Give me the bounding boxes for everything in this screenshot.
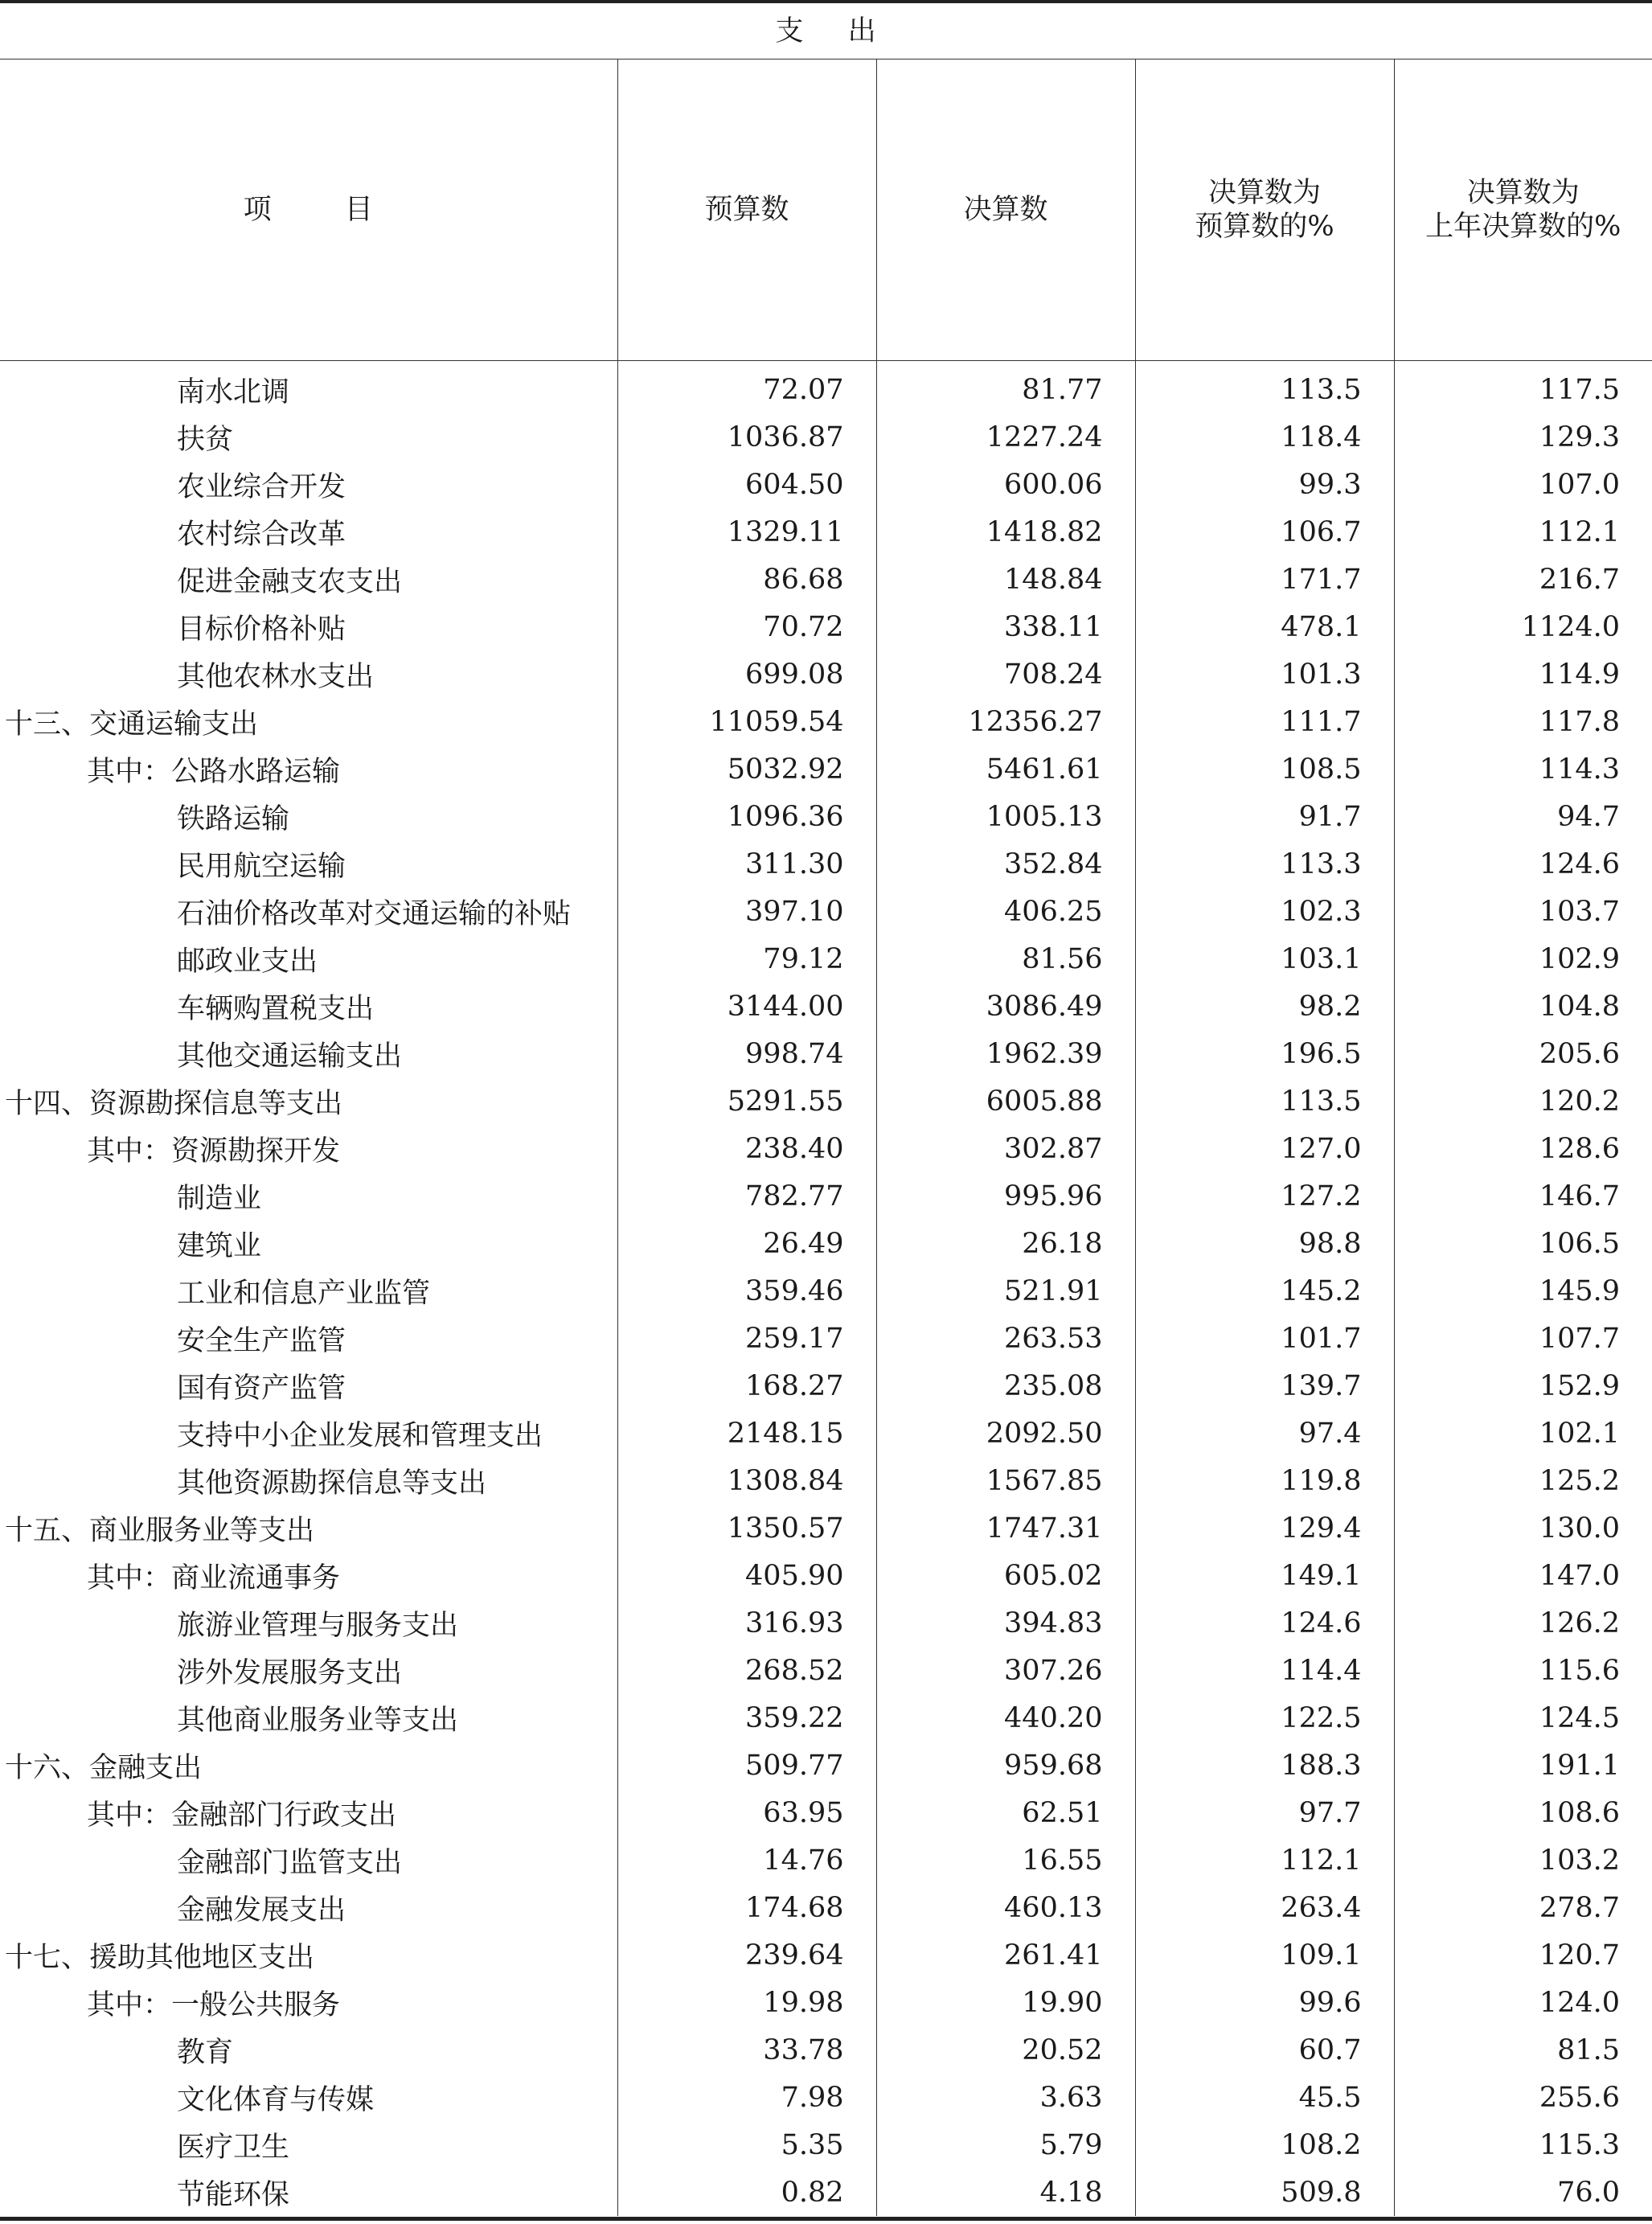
final-cell: 995.96 — [876, 1172, 1135, 1220]
row-label: 国有资产监管 — [177, 1372, 346, 1405]
row-label: 其中：商业流通事务 — [87, 1561, 341, 1594]
budget-cell: 1329.11 — [617, 508, 876, 556]
pct-prev-cell: 120.7 — [1394, 1931, 1652, 1979]
row-label: 其中：一般公共服务 — [87, 1988, 341, 2021]
budget-cell: 33.78 — [617, 2026, 876, 2074]
pct-budget-cell: 101.7 — [1135, 1315, 1394, 1362]
pct-prev-cell: 104.8 — [1394, 983, 1652, 1030]
pct-prev-cell: 152.9 — [1394, 1362, 1652, 1409]
pct-prev-cell: 216.7 — [1394, 556, 1652, 603]
final-cell: 338.11 — [876, 603, 1135, 650]
pct-budget-cell: 139.7 — [1135, 1362, 1394, 1409]
budget-cell: 509.77 — [617, 1742, 876, 1789]
pct-budget-cell: 171.7 — [1135, 556, 1394, 603]
table-row — [0, 461, 1652, 508]
table-row — [0, 1315, 1652, 1362]
row-label: 旅游业管理与服务支出 — [177, 1609, 459, 1642]
pct-prev-cell: 130.0 — [1394, 1504, 1652, 1552]
final-cell: 3086.49 — [876, 983, 1135, 1030]
table-row — [0, 1409, 1652, 1457]
budget-cell: 26.49 — [617, 1220, 876, 1267]
budget-cell: 316.93 — [617, 1599, 876, 1647]
final-cell: 1227.24 — [876, 413, 1135, 461]
pct-budget-cell: 101.3 — [1135, 650, 1394, 698]
pct-prev-cell: 114.3 — [1394, 745, 1652, 793]
row-label: 其中：公路水路运输 — [87, 755, 341, 788]
pct-budget-cell: 98.2 — [1135, 983, 1394, 1030]
pct-prev-cell: 117.8 — [1394, 698, 1652, 745]
final-cell: 406.25 — [876, 888, 1135, 935]
final-cell: 3.63 — [876, 2074, 1135, 2121]
row-label: 目标价格补贴 — [177, 613, 346, 646]
final-cell: 2092.50 — [876, 1409, 1135, 1457]
pct-budget-cell: 145.2 — [1135, 1267, 1394, 1315]
pct-prev-cell: 147.0 — [1394, 1552, 1652, 1599]
final-cell: 440.20 — [876, 1694, 1135, 1742]
pct-budget-cell: 196.5 — [1135, 1030, 1394, 1077]
row-label: 铁路运输 — [177, 802, 290, 835]
table-row — [0, 1742, 1652, 1789]
table-body — [0, 361, 1652, 2217]
table-row — [0, 840, 1652, 888]
pct-budget-cell: 124.6 — [1135, 1599, 1394, 1647]
pct-prev-cell: 108.6 — [1394, 1789, 1652, 1836]
pct-budget-cell: 109.1 — [1135, 1931, 1394, 1979]
pct-budget-cell: 91.7 — [1135, 793, 1394, 840]
table-row — [0, 1884, 1652, 1931]
pct-prev-cell: 1124.0 — [1394, 603, 1652, 650]
table-row — [0, 2026, 1652, 2074]
pct-prev-cell: 129.3 — [1394, 413, 1652, 461]
budget-cell: 259.17 — [617, 1315, 876, 1362]
final-cell: 1567.85 — [876, 1457, 1135, 1504]
final-cell: 600.06 — [876, 461, 1135, 508]
pct-prev-cell: 124.5 — [1394, 1694, 1652, 1742]
table-row — [0, 1647, 1652, 1694]
header-row — [0, 59, 1652, 361]
table-row — [0, 556, 1652, 603]
table-row — [0, 1552, 1652, 1599]
table-row — [0, 983, 1652, 1030]
table-row — [0, 650, 1652, 698]
pct-prev-cell: 115.6 — [1394, 1647, 1652, 1694]
pct-budget-cell: 263.4 — [1135, 1884, 1394, 1931]
row-label: 金融发展支出 — [177, 1894, 346, 1927]
table-row — [0, 2121, 1652, 2169]
table-row — [0, 1931, 1652, 1979]
pct-budget-cell: 188.3 — [1135, 1742, 1394, 1789]
pct-prev-cell: 115.3 — [1394, 2121, 1652, 2169]
row-label: 其他商业服务业等支出 — [177, 1704, 459, 1737]
budget-cell: 70.72 — [617, 603, 876, 650]
pct-prev-cell: 103.2 — [1394, 1836, 1652, 1884]
budget-cell: 238.40 — [617, 1125, 876, 1172]
final-cell: 26.18 — [876, 1220, 1135, 1267]
pct-budget-cell: 111.7 — [1135, 698, 1394, 745]
pct-prev-cell: 124.0 — [1394, 1979, 1652, 2026]
pct-prev-cell: 81.5 — [1394, 2026, 1652, 2074]
table-row — [0, 508, 1652, 556]
row-label: 医疗卫生 — [177, 2131, 290, 2164]
budget-cell: 11059.54 — [617, 698, 876, 745]
pct-budget-cell: 113.3 — [1135, 840, 1394, 888]
budget-cell: 63.95 — [617, 1789, 876, 1836]
final-cell: 235.08 — [876, 1362, 1135, 1409]
final-cell: 1005.13 — [876, 793, 1135, 840]
pct-prev-cell: 102.9 — [1394, 935, 1652, 983]
row-label: 安全生产监管 — [177, 1324, 346, 1357]
pct-budget-cell: 114.4 — [1135, 1647, 1394, 1694]
budget-cell: 405.90 — [617, 1552, 876, 1599]
pct-budget-cell: 129.4 — [1135, 1504, 1394, 1552]
table-row — [0, 1504, 1652, 1552]
row-label: 十四、资源勘探信息等支出 — [5, 1087, 343, 1120]
final-cell: 261.41 — [876, 1931, 1135, 1979]
row-label: 其他资源勘探信息等支出 — [177, 1467, 487, 1500]
row-label: 十五、商业服务业等支出 — [5, 1514, 315, 1547]
row-label: 文化体育与传媒 — [177, 2083, 375, 2116]
budget-cell: 7.98 — [617, 2074, 876, 2121]
table-row — [0, 361, 1652, 414]
final-cell: 521.91 — [876, 1267, 1135, 1315]
final-cell: 1747.31 — [876, 1504, 1135, 1552]
header-pct-budget: 决算数为 预算数的% — [1135, 59, 1394, 361]
table-row — [0, 1979, 1652, 2026]
table-row — [0, 1030, 1652, 1077]
table-row — [0, 603, 1652, 650]
pct-prev-cell: 107.0 — [1394, 461, 1652, 508]
row-label: 扶贫 — [177, 423, 234, 456]
budget-cell: 359.46 — [617, 1267, 876, 1315]
table-row — [0, 698, 1652, 745]
table-row — [0, 1836, 1652, 1884]
pct-budget-cell: 103.1 — [1135, 935, 1394, 983]
bottom-rule — [0, 2217, 1652, 2221]
table-row — [0, 1267, 1652, 1315]
final-cell: 81.77 — [876, 361, 1135, 414]
pct-prev-cell: 146.7 — [1394, 1172, 1652, 1220]
table-row — [0, 793, 1652, 840]
budget-cell: 5291.55 — [617, 1077, 876, 1125]
table-row — [0, 2169, 1652, 2216]
pct-budget-cell: 97.4 — [1135, 1409, 1394, 1457]
row-label: 促进金融支农支出 — [177, 565, 403, 598]
row-label: 其他交通运输支出 — [177, 1040, 403, 1073]
row-label: 十七、援助其他地区支出 — [5, 1941, 315, 1974]
final-cell: 352.84 — [876, 840, 1135, 888]
table-row — [0, 935, 1652, 983]
pct-budget-cell: 118.4 — [1135, 413, 1394, 461]
pct-prev-cell: 107.7 — [1394, 1315, 1652, 1362]
pct-budget-cell: 97.7 — [1135, 1789, 1394, 1836]
pct-budget-cell: 102.3 — [1135, 888, 1394, 935]
final-cell: 1962.39 — [876, 1030, 1135, 1077]
pct-prev-cell: 125.2 — [1394, 1457, 1652, 1504]
budget-cell: 72.07 — [617, 361, 876, 414]
row-label: 农业综合开发 — [177, 470, 346, 503]
final-cell: 263.53 — [876, 1315, 1135, 1362]
pct-prev-cell: 102.1 — [1394, 1409, 1652, 1457]
row-label: 制造业 — [177, 1182, 262, 1215]
budget-cell: 311.30 — [617, 840, 876, 888]
pct-prev-cell: 103.7 — [1394, 888, 1652, 935]
final-cell: 708.24 — [876, 650, 1135, 698]
pct-prev-cell: 124.6 — [1394, 840, 1652, 888]
table-row — [0, 1220, 1652, 1267]
row-label: 南水北调 — [177, 375, 290, 408]
pct-budget-cell: 122.5 — [1135, 1694, 1394, 1742]
header-budget: 预算数 — [617, 59, 876, 361]
final-cell: 460.13 — [876, 1884, 1135, 1931]
pct-prev-cell: 145.9 — [1394, 1267, 1652, 1315]
pct-prev-cell: 117.5 — [1394, 361, 1652, 414]
row-label: 其他农林水支出 — [177, 660, 375, 693]
final-cell: 302.87 — [876, 1125, 1135, 1172]
final-cell: 6005.88 — [876, 1077, 1135, 1125]
row-label: 工业和信息产业监管 — [177, 1277, 431, 1310]
budget-cell: 5032.92 — [617, 745, 876, 793]
budget-cell: 0.82 — [617, 2169, 876, 2216]
row-label: 十三、交通运输支出 — [5, 708, 259, 741]
final-cell: 81.56 — [876, 935, 1135, 983]
row-label: 建筑业 — [177, 1229, 262, 1262]
final-cell: 20.52 — [876, 2026, 1135, 2074]
budget-cell: 19.98 — [617, 1979, 876, 2026]
table-row — [0, 1362, 1652, 1409]
budget-cell: 174.68 — [617, 1884, 876, 1931]
final-cell: 12356.27 — [876, 698, 1135, 745]
table-row — [0, 1172, 1652, 1220]
budget-cell: 86.68 — [617, 556, 876, 603]
pct-prev-cell: 191.1 — [1394, 1742, 1652, 1789]
pct-budget-cell: 149.1 — [1135, 1552, 1394, 1599]
final-cell: 5461.61 — [876, 745, 1135, 793]
pct-prev-cell: 112.1 — [1394, 508, 1652, 556]
pct-budget-cell: 112.1 — [1135, 1836, 1394, 1884]
pct-budget-cell: 127.0 — [1135, 1125, 1394, 1172]
table-row — [0, 1694, 1652, 1742]
final-cell: 1418.82 — [876, 508, 1135, 556]
table-row — [0, 1457, 1652, 1504]
row-label: 农村综合改革 — [177, 518, 346, 551]
table-row — [0, 2074, 1652, 2121]
budget-cell: 79.12 — [617, 935, 876, 983]
table-row — [0, 1789, 1652, 1836]
row-label: 涉外发展服务支出 — [177, 1656, 403, 1689]
final-cell: 148.84 — [876, 556, 1135, 603]
pct-budget-cell: 99.3 — [1135, 461, 1394, 508]
banner-title: 支 出 — [0, 3, 1652, 59]
pct-budget-cell: 108.5 — [1135, 745, 1394, 793]
header-item: 项 目 — [0, 59, 617, 361]
pct-budget-cell: 127.2 — [1135, 1172, 1394, 1220]
pct-budget-cell: 108.2 — [1135, 2121, 1394, 2169]
row-label: 邮政业支出 — [177, 945, 318, 978]
budget-cell: 1308.84 — [617, 1457, 876, 1504]
pct-budget-cell: 478.1 — [1135, 603, 1394, 650]
pct-prev-cell: 278.7 — [1394, 1884, 1652, 1931]
final-cell: 5.79 — [876, 2121, 1135, 2169]
row-label: 石油价格改革对交通运输的补贴 — [177, 897, 572, 930]
pct-budget-cell: 113.5 — [1135, 361, 1394, 414]
pct-prev-cell: 120.2 — [1394, 1077, 1652, 1125]
pct-budget-cell: 60.7 — [1135, 2026, 1394, 2074]
budget-cell: 3144.00 — [617, 983, 876, 1030]
row-label: 十六、金融支出 — [5, 1751, 203, 1784]
banner-row — [0, 3, 1652, 59]
final-cell: 16.55 — [876, 1836, 1135, 1884]
pct-prev-cell: 205.6 — [1394, 1030, 1652, 1077]
row-label: 车辆购置税支出 — [177, 992, 375, 1025]
budget-cell: 782.77 — [617, 1172, 876, 1220]
budget-cell: 1036.87 — [617, 413, 876, 461]
row-label: 节能环保 — [177, 2178, 290, 2211]
budget-cell: 1096.36 — [617, 793, 876, 840]
budget-cell: 359.22 — [617, 1694, 876, 1742]
table-row — [0, 745, 1652, 793]
row-label: 支持中小企业发展和管理支出 — [177, 1419, 543, 1452]
table-row — [0, 413, 1652, 461]
final-cell: 4.18 — [876, 2169, 1135, 2216]
table-row — [0, 1125, 1652, 1172]
pct-budget-cell: 98.8 — [1135, 1220, 1394, 1267]
pct-budget-cell: 119.8 — [1135, 1457, 1394, 1504]
budget-cell: 998.74 — [617, 1030, 876, 1077]
table-row — [0, 1077, 1652, 1125]
row-label: 其中：资源勘探开发 — [87, 1135, 341, 1167]
table-row — [0, 1599, 1652, 1647]
budget-cell: 2148.15 — [617, 1409, 876, 1457]
pct-prev-cell: 126.2 — [1394, 1599, 1652, 1647]
budget-cell: 239.64 — [617, 1931, 876, 1979]
row-label: 金融部门监管支出 — [177, 1846, 403, 1879]
budget-cell: 268.52 — [617, 1647, 876, 1694]
pct-prev-cell: 76.0 — [1394, 2169, 1652, 2216]
row-label: 教育 — [177, 2036, 234, 2069]
pct-budget-cell: 113.5 — [1135, 1077, 1394, 1125]
pct-budget-cell: 45.5 — [1135, 2074, 1394, 2121]
pct-prev-cell: 114.9 — [1394, 650, 1652, 698]
pct-budget-cell: 509.8 — [1135, 2169, 1394, 2216]
expenditure-table — [0, 3, 1652, 2216]
pct-prev-cell: 128.6 — [1394, 1125, 1652, 1172]
final-cell: 62.51 — [876, 1789, 1135, 1836]
final-cell: 307.26 — [876, 1647, 1135, 1694]
pct-prev-cell: 106.5 — [1394, 1220, 1652, 1267]
pct-prev-cell: 94.7 — [1394, 793, 1652, 840]
budget-cell: 397.10 — [617, 888, 876, 935]
table-row — [0, 888, 1652, 935]
budget-cell: 5.35 — [617, 2121, 876, 2169]
budget-cell: 1350.57 — [617, 1504, 876, 1552]
budget-cell: 699.08 — [617, 650, 876, 698]
row-label: 民用航空运输 — [177, 850, 346, 883]
budget-cell: 14.76 — [617, 1836, 876, 1884]
pct-budget-cell: 106.7 — [1135, 508, 1394, 556]
final-cell: 394.83 — [876, 1599, 1135, 1647]
budget-cell: 604.50 — [617, 461, 876, 508]
final-cell: 19.90 — [876, 1979, 1135, 2026]
budget-cell: 168.27 — [617, 1362, 876, 1409]
final-cell: 959.68 — [876, 1742, 1135, 1789]
pct-prev-cell: 255.6 — [1394, 2074, 1652, 2121]
row-label: 其中：金融部门行政支出 — [87, 1799, 397, 1832]
pct-budget-cell: 99.6 — [1135, 1979, 1394, 2026]
header-pct-prev: 决算数为 上年决算数的% — [1394, 59, 1652, 361]
final-cell: 605.02 — [876, 1552, 1135, 1599]
header-final: 决算数 — [876, 59, 1135, 361]
